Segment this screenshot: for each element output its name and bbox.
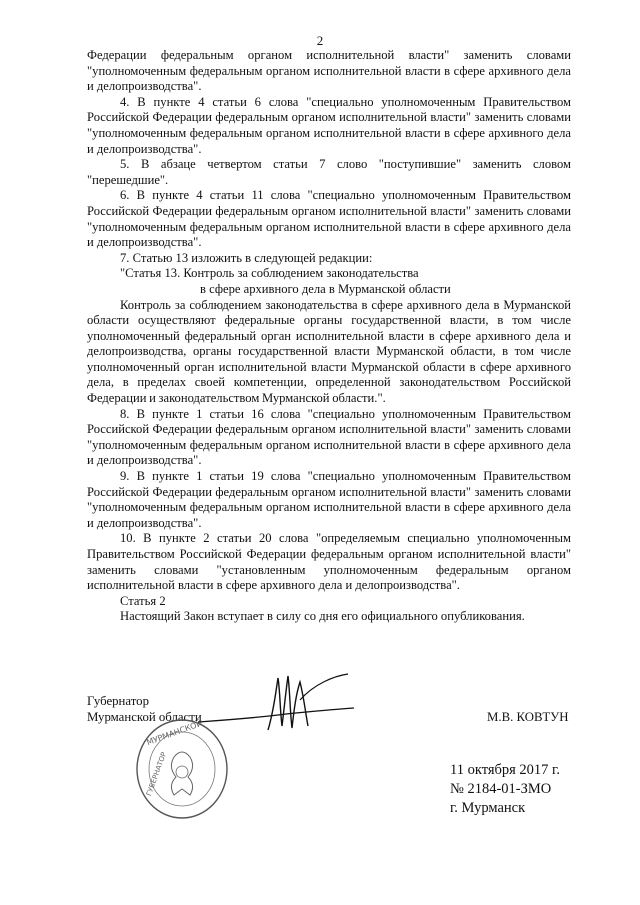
signatory-title-line2: Мурманской области: [87, 709, 202, 724]
handwritten-signature-icon: [196, 670, 356, 740]
paragraph: 8. В пункте 1 статьи 16 слова "специально уполномоченным Правительством Российской Федерации федеральным органом исполнительной власти" заменить словами "уполномоченным федеральным органом исполнительной власти в сфере архивного дела и делопроизводства".: [87, 406, 571, 468]
article13-text: Контроль за соблюдением законодательства в сфере архивного дела в Мурманской области осуществляют федеральные органы государственной власти, в том числе уполномоченный федеральный орган исполнительной власти в сфере архивного дела и делопроизводства, органы государственной власти Мурманской области, в том числе уполномоченный орган исполнительной власти Мурманской области в сфере архивного дела, в пределах своей компетенции, определенной законодательством Российской Федерации и законодательством Мурманской области.".: [87, 297, 571, 406]
law-date: 11 октября 2017 г.: [450, 762, 560, 778]
signatory-title-line1: Губернатор: [87, 694, 149, 708]
paragraph: Федерации федеральным органом исполнительной власти" заменить словами "уполномоченным федеральным органом исполнительной власти в сфере архивного дела и делопроизводства".: [87, 48, 571, 94]
article2-text: Настоящий Закон вступает в силу со дня его официального опубликования.: [120, 609, 525, 624]
paragraph: 5. В абзаце четвертом статьи 7 слово "поступившие" заменить словом "перешедшие".: [87, 157, 571, 187]
page-number: 2: [316, 33, 324, 48]
signatory-name: М.В. КОВТУН: [487, 710, 569, 724]
paragraph: 10. В пункте 2 статьи 20 слова "определяемым специально уполномоченным Правительством Российской Федерации федеральным органом исполнительной власти" заменить словами "установленным уполномоченным федеральным органом исполнительной власти в сфере архивного дела и делопроизводства".: [87, 531, 571, 593]
svg-text:ГУБЕРНАТОР: ГУБЕРНАТОР: [144, 751, 169, 798]
paragraph: 4. В пункте 4 статьи 6 слова "специально уполномоченным Правительством Российской Федерации федеральным органом исполнительной власти" заменить словами "уполномоченным федеральным органом исполнительной власти в сфере архивного дела и делопроизводства".: [87, 94, 571, 156]
article13-heading: "Статья 13. Контроль за соблюдением законодательства: [120, 266, 419, 281]
svg-text:МУРМАНСКОЙ: МУРМАНСКОЙ: [145, 718, 204, 748]
paragraph: 9. В пункте 1 статьи 19 слова "специально уполномоченным Правительством Российской Федерации федеральным органом исполнительной власти" заменить словами "уполномоченным федеральным органом исполнительной власти в сфере архивного дела и делопроизводства".: [87, 469, 571, 530]
law-number: № 2184-01-ЗМО: [450, 781, 552, 797]
paragraph: 6. В пункте 4 статьи 11 слова "специально уполномоченным Правительством Российской Федерации федеральным органом исполнительной власти" заменить словами "уполномоченным федеральным органом исполнительной власти в сфере архивного дела и делопроизводства".: [87, 188, 571, 250]
paragraph: 7. Статью 13 изложить в следующей редакции:: [120, 250, 373, 265]
document-body: [87, 48, 571, 625]
article13-heading-cont: в сфере архивного дела в Мурманской области: [200, 281, 451, 296]
date-block: [450, 761, 560, 818]
article2-heading: Статья 2: [120, 593, 166, 608]
law-city: г. Мурманск: [450, 800, 526, 816]
